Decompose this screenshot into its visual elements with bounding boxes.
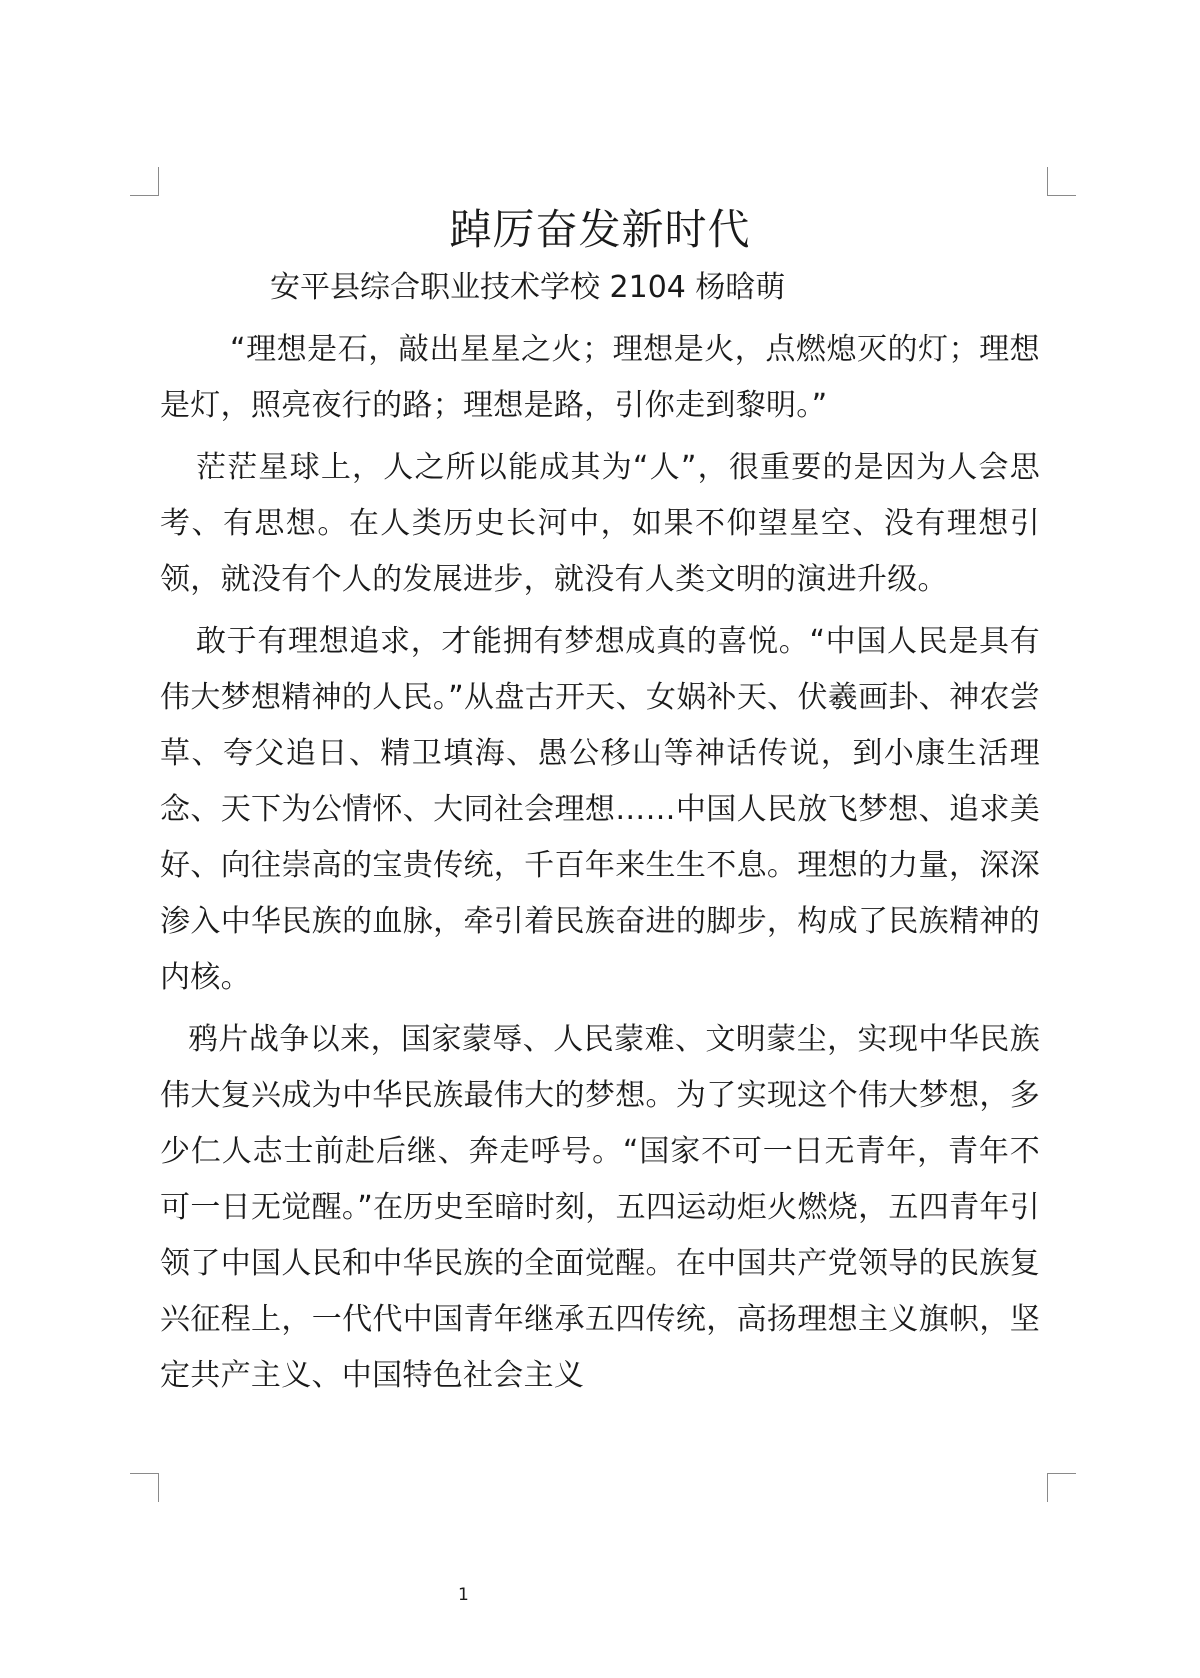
author-byline: 安平县综合职业技术学校 2104 杨晗萌 xyxy=(270,270,786,305)
page-number: 1 xyxy=(458,1585,469,1605)
crop-mark-top-left xyxy=(130,167,159,196)
paragraph-quote: “理想是石，敲出星星之火；理想是火，点燃熄灭的灯；理想是灯，照亮夜行的路；理想是路，引你走到黎明。” xyxy=(160,332,1040,423)
paragraph: 茫茫星球上，人之所以能成其为“人”，很重要的是因为人会思考、有思想。在人类历史长河中，如果不仰望星空、没有理想引领，就没有个人的发展进步，就没有人类文明的演进升级。 xyxy=(160,450,1040,597)
crop-mark-top-right xyxy=(1047,167,1076,196)
document-body xyxy=(160,200,1040,1410)
paragraph: 敢于有理想追求，才能拥有梦想成真的喜悦。“中国人民是具有伟大梦想精神的人民。”从盘古开天、女娲补天、伏羲画卦、神农尝草、夸父追日、精卫填海、愚公移山等神话传说，到小康生活理念、天下为公情怀、大同社会理想……中国人民放飞梦想、追求美好、向往崇高的宝贵传统，千百年来生生不息。理想的力量，深深渗入中华民族的血脉，牵引着民族奋进的脚步，构成了民族精神的内核。 xyxy=(160,624,1040,995)
document-title: 踔厉奋发新时代 xyxy=(449,205,751,254)
paragraph: 鸦片战争以来，国家蒙辱、人民蒙难、文明蒙尘，实现中华民族伟大复兴成为中华民族最伟大的梦想。为了实现这个伟大梦想，多少仁人志士前赴后继、奔走呼号。“国家不可一日无青年，青年不可一日无觉醒。”在历史至暗时刻，五四运动炬火燃烧，五四青年引领了中国人民和中华民族的全面觉醒。在中国共产党领导的民族复兴征程上，一代代中国青年继承五四传统，高扬理想主义旗帜，坚定共产主义、中国特色社会主义 xyxy=(160,1022,1040,1393)
crop-mark-bottom-left xyxy=(130,1473,159,1502)
crop-mark-bottom-right xyxy=(1047,1473,1076,1502)
